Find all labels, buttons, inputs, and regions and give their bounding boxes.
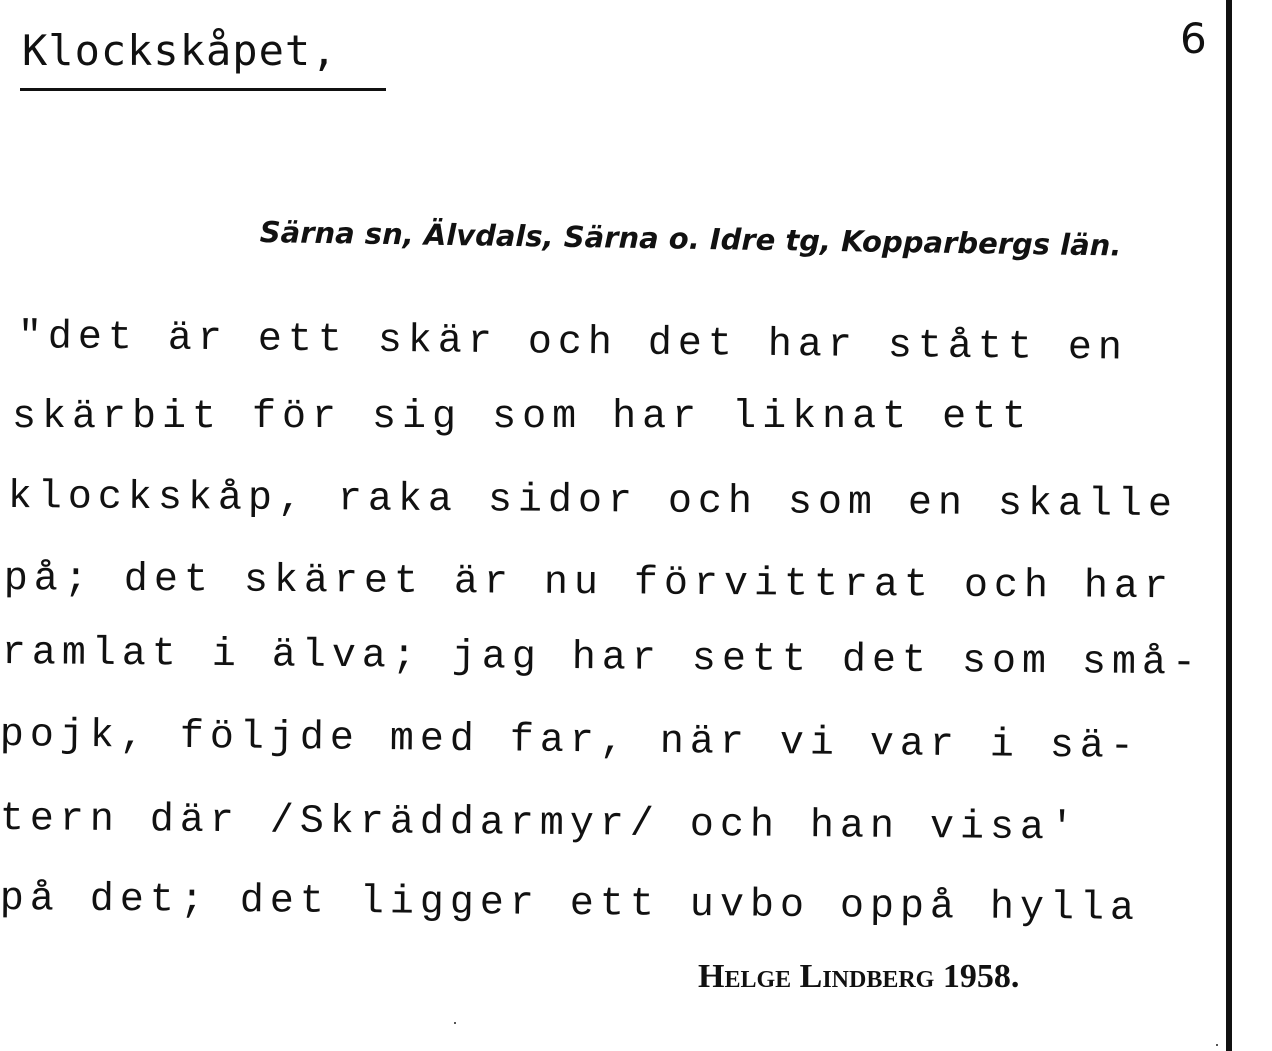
signature: Helge Lindberg 1958.	[698, 958, 1020, 995]
text-line-5: ramlat i älva; jag har sett det som små-	[1, 631, 1203, 687]
text-line-1: "det är ett skär och det har stått en	[17, 315, 1129, 372]
scan-speck	[454, 1022, 456, 1024]
text-line-8: på det; det ligger ett uvbo oppå hylla	[0, 877, 1141, 932]
card-title: Klockskåpet,	[22, 26, 338, 75]
text-line-7: tern där /Skräddarmyr/ och han visa'	[0, 797, 1081, 852]
text-line-6: pojk, följde med far, när vi var i sä-	[0, 713, 1141, 770]
location-stamp: Särna sn, Älvdals, Särna o. Idre tg, Kopparbergs län.	[259, 215, 1122, 263]
text-line-2: skärbit för sig som har liknat ett	[12, 395, 1033, 440]
page-number: 6	[1180, 14, 1207, 63]
card-edge-line	[1226, 0, 1232, 1051]
title-underline	[20, 88, 386, 91]
scan-speck	[1216, 1044, 1218, 1046]
text-line-4: på; det skäret är nu förvittrat och har	[3, 557, 1175, 611]
text-line-3: klockskåp, raka sidor och som en skalle	[7, 475, 1179, 529]
